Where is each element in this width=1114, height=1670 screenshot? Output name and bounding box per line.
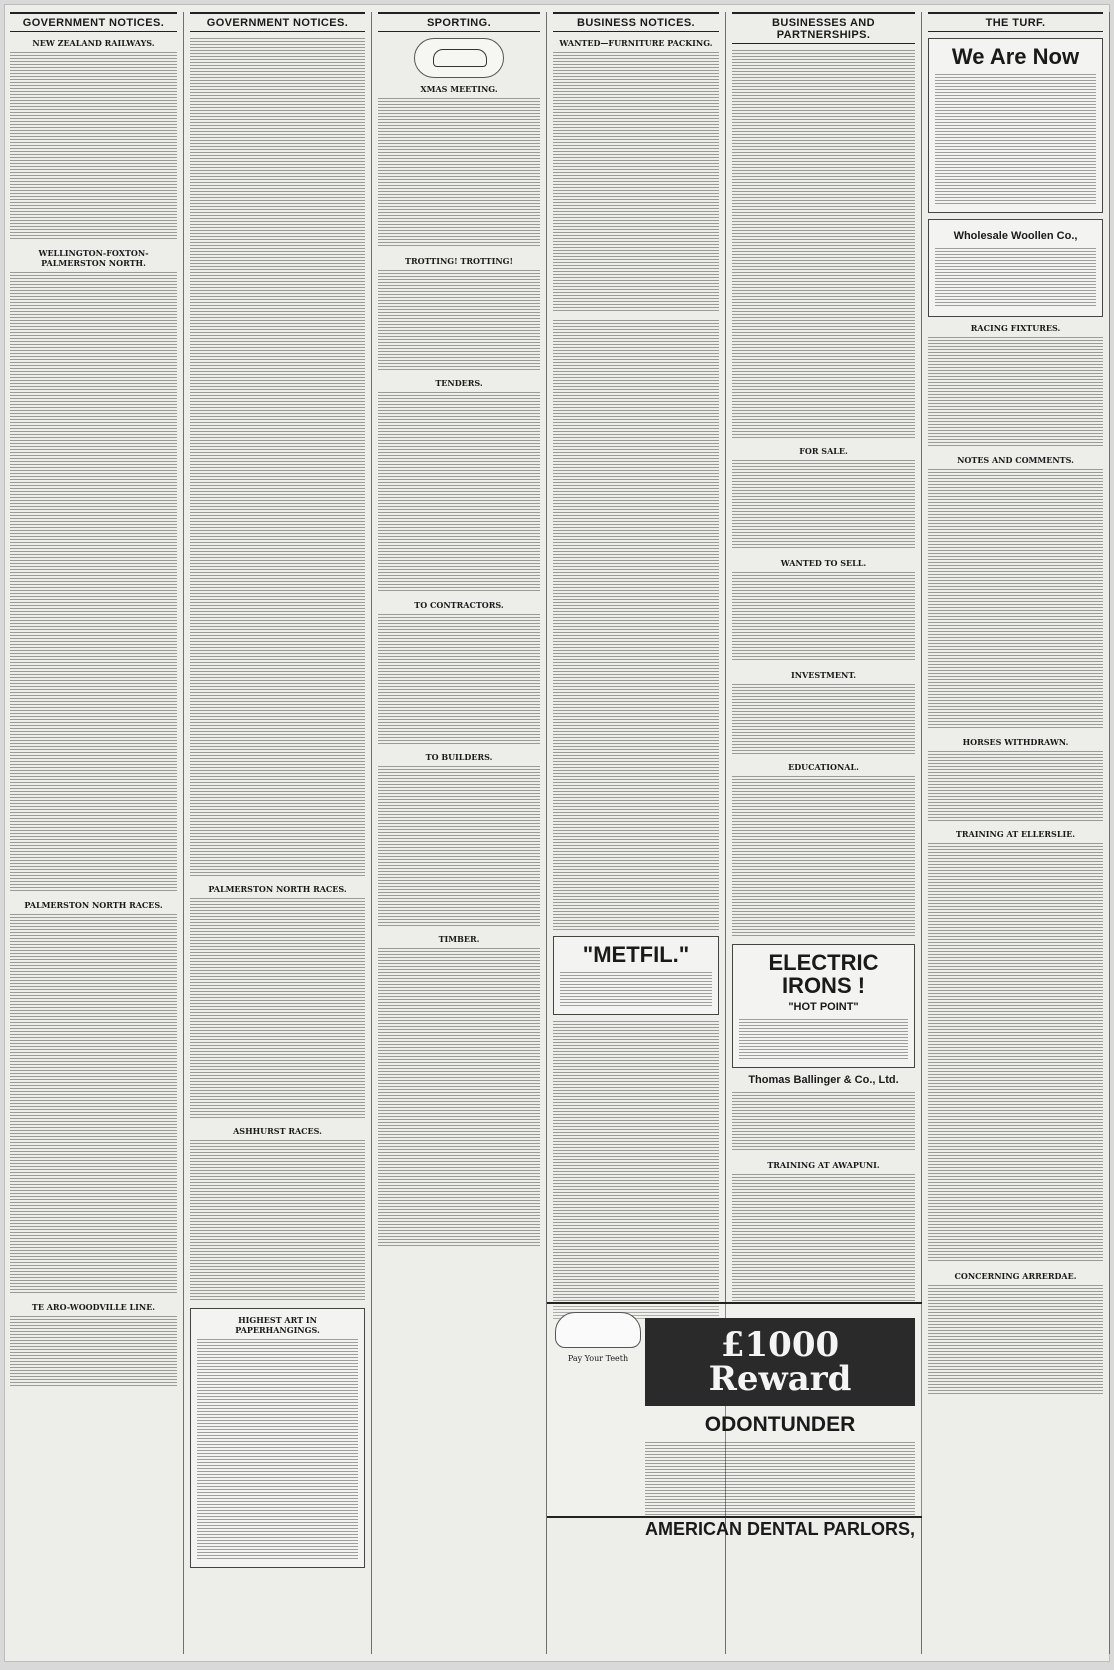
section-title-investment: INVESTMENT. (790, 670, 857, 680)
newspaper-page (4, 4, 1110, 1662)
ashhurst-races-section (190, 1126, 365, 1300)
educational-section (732, 762, 915, 936)
reward-banner (645, 1318, 915, 1406)
column-government-notices-1 (4, 12, 184, 1654)
we-are-now-ad (928, 38, 1103, 213)
te-aro-woodville-section (10, 1302, 177, 1386)
section-title-racing-fixtures: RACING FIXTURES. (970, 323, 1061, 334)
section-title-te-aro-woodville: TE ARO-WOODVILLE LINE. (31, 1302, 156, 1312)
furniture-packing-section (553, 38, 719, 312)
column-heading-businesses: BUSINESSES AND PARTNERSHIPS. (732, 12, 915, 44)
horses-withdrawn-section (928, 737, 1103, 821)
ballinger-section (732, 1074, 915, 1152)
trotting-section (378, 256, 540, 370)
section-title-for-sale: FOR SALE. (799, 446, 848, 456)
contractors-section (378, 600, 540, 744)
for-sale-section (732, 446, 915, 550)
training-ellerslie-section (928, 829, 1103, 1263)
racing-club-emblem (414, 38, 504, 78)
training-awapuni-section (732, 1160, 915, 1304)
racing-fixtures-section (928, 323, 1103, 447)
investment-section (732, 670, 915, 754)
metfil-headline: "METFIL." (582, 942, 690, 967)
dental-ad-panel (547, 1302, 922, 1540)
hot-point-subline: "HOT POINT" (788, 1001, 859, 1014)
electric-irons-ad (732, 944, 915, 1068)
section-title-trotting: TROTTING! TROTTING! (405, 256, 513, 266)
tooth-icon (555, 1312, 641, 1348)
section-title-horses-withdrawn: HORSES WITHDRAWN. (962, 737, 1069, 748)
column-heading-government-notices-2: GOVERNMENT NOTICES. (190, 12, 365, 32)
section-title-concerning: CONCERNING ARRERDAE. (954, 1271, 1077, 1282)
paperhangings-ad (190, 1308, 365, 1568)
metfil-ad (553, 936, 719, 1015)
xmas-meeting-section (378, 84, 540, 248)
section-title-training-ellerslie: TRAINING AT ELLERSLIE. (955, 829, 1076, 840)
column-heading-sporting: SPORTING. (378, 12, 540, 32)
notes-comments-section (928, 455, 1103, 729)
odontunder-headline: ODONTUNDER (704, 1413, 856, 1436)
wellington-foxton-section (10, 248, 177, 892)
section-title-timber: TIMBER. (438, 934, 480, 944)
section-title-mid-races: PALMERSTON NORTH RACES. (208, 884, 347, 894)
ballinger-ad: Thomas Ballinger & Co., Ltd. (748, 1074, 899, 1087)
builders-section (378, 752, 540, 926)
timber-section (378, 934, 540, 1248)
section-title-training-awapuni: TRAINING AT AWAPUNI. (767, 1160, 880, 1171)
section-title-builders: TO BUILDERS. (425, 752, 493, 762)
woollen-company-ad (928, 219, 1103, 317)
section-title-wellington-foxton: WELLINGTON-FOXTON-PALMERSTON NORTH. (38, 248, 149, 268)
column-sporting (372, 12, 547, 1654)
tenders-section (378, 378, 540, 592)
concerning-section (928, 1271, 1103, 1395)
column-the-turf (922, 12, 1110, 1654)
section-title-notes-comments: NOTES AND COMMENTS. (957, 455, 1074, 466)
column-heading-government-notices: GOVERNMENT NOTICES. (10, 12, 177, 32)
column-heading-business-notices: BUSINESS NOTICES. (553, 12, 719, 32)
reward-headline: £1000 Reward (708, 1325, 852, 1399)
palmerston-north-races-section (10, 900, 177, 1294)
section-title-contractors: TO CONTRACTORS. (414, 600, 504, 610)
section-title-educational: EDUCATIONAL. (788, 762, 859, 772)
section-title-palmerston-north-races: PALMERSTON NORTH RACES. (24, 900, 163, 910)
wanted-to-sell-section (732, 558, 915, 662)
column-heading-turf: THE TURF. (928, 12, 1103, 32)
electric-irons-headline: ELECTRIC IRONS ! (768, 950, 879, 999)
section-title-ashhurst-races: ASHHURST RACES. (233, 1126, 322, 1136)
section-title-xmas-meeting: XMAS MEETING. (420, 84, 498, 94)
woollen-company-name: Wholesale Woollen Co., (953, 230, 1078, 243)
tooth-caption: Pay Your Teeth (567, 1354, 629, 1363)
section-title-nz-railways: NEW ZEALAND RAILWAYS. (32, 38, 155, 48)
mid-races-section (190, 884, 365, 1118)
we-are-now-headline: We Are Now (951, 44, 1080, 69)
nz-railways-section (10, 38, 177, 240)
dental-parlors-headline: AMERICAN DENTAL PARLORS, (645, 1519, 915, 1540)
column-government-notices-2 (184, 12, 372, 1654)
section-title-furniture-packing: WANTED—FURNITURE PACKING. (559, 38, 713, 48)
section-title-tenders: TENDERS. (435, 378, 483, 388)
section-title-wanted-to-sell: WANTED TO SELL. (780, 558, 867, 568)
paperhangings-title: HIGHEST ART IN PAPERHANGINGS. (235, 1315, 320, 1335)
